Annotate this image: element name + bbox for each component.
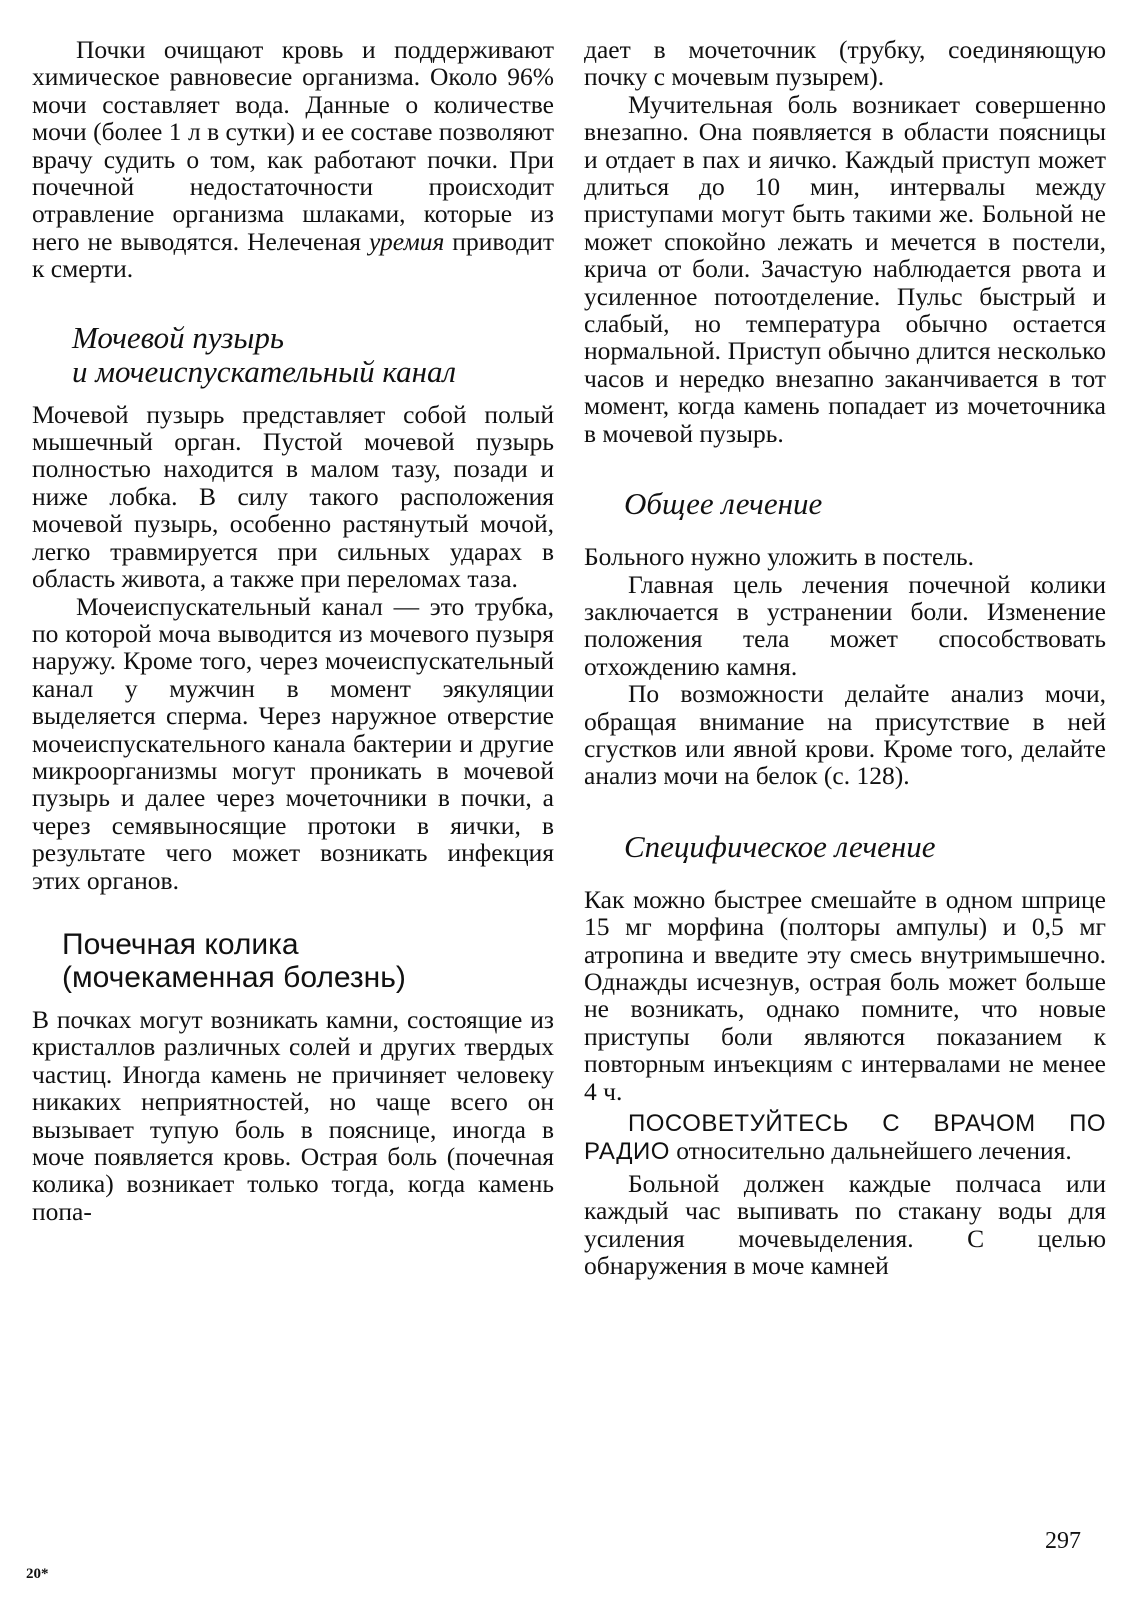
left-column <box>32 36 554 1225</box>
radio-consult-text: относительно дальнейшего лечения. <box>669 1136 1072 1166</box>
treatment-goal-paragraph: Главная цель лечения почечной колики заключается в устранении боли. Изменение положения тела может способствовать отхождению камня. <box>584 569 1106 681</box>
radio-consult-caps: ПОСОВЕТУЙТЕСЬ С ВРАЧОМ ПО РАДИО <box>584 1110 1106 1166</box>
bladder-heading-line2: и мочеиспускательный канал <box>72 353 457 389</box>
kidneys-text: Почки очищают кровь и поддерживают химическое равновесие организма. Около 96% мочи составляет вода. Данные о количестве мочи (более 1 л в сутки) и ее составе позволяют врачу судить о том, как работают почки. При почечной недостаточности происходит отравление организма шлаками, которые из него не выводятся. Нелеченая <box>32 35 554 256</box>
kidneys-paragraph <box>32 36 554 283</box>
printer-signature: 20* <box>26 1566 49 1582</box>
pain-paragraph: Мучительная боль возникает совершенно внезапно. Она появляется в области поясницы и отдает в пах и яичко. Каждый приступ может длиться до 10 мин, интервалы между приступами могут быть такими же. Больной не может спокойно лежать и мечется в постели, крича от боли. Зачастую наблюдается рвота и усиленное потоотделение. Пульс быстрый и слабый, но температура обычно остается нормальной. Приступ обычно длится несколько часов и нередко внезапно заканчивается в тот момент, когда камень попадает из мочеточника в мочевой пузырь. <box>584 89 1106 448</box>
specific-treatment-heading: Специфическое лечение <box>624 828 936 864</box>
ureter-paragraph: дает в мочеточник (трубку, соединяющую почку с мочевым пузырем). <box>584 35 1106 92</box>
uremia-term: уремия <box>369 226 445 256</box>
colic-heading-line2: (мочекаменная болезнь) <box>62 960 406 994</box>
colic-heading-line1: Почечная колика <box>62 927 299 961</box>
general-treatment-heading: Общее лечение <box>624 486 823 522</box>
bed-paragraph: Больного нужно уложить в постель. <box>584 542 975 572</box>
bladder-paragraph: Мочевой пузырь представляет собой полый мышечный орган. Пустой мочевой пузырь полностью находится в малом тазу, позади и ниже лобка. В силу такого расположения мочевой пузырь, особенно растянутый мочой, легко травмируется при сильных ударах в область живота, а также при переломах таза. <box>32 399 554 594</box>
kidneys-text-end: приводит к смерти. <box>32 226 554 284</box>
urethra-paragraph: Мочеиспускательный канал — это трубка, по которой моча выводится из мочевого пузыря наружу. Кроме того, через мочеиспускательный канал у мужчин в момент эякуляции выделяется сперма. Через наружное отверстие мочеиспускательного канала бактерии и другие микроорганизмы могут проникать в мочевой пузырь и далее через мочеточники в почки, а через семявыносящие протоки в яички, в результате чего может возникать инфекция этих органов. <box>32 591 554 895</box>
page-number: 297 <box>1045 1528 1081 1554</box>
radio-consult-paragraph <box>584 1109 1106 1166</box>
bladder-heading <box>32 321 554 389</box>
stones-paragraph: В почках могут возникать камни, состоящие из кристаллов различных солей и других твердых частиц. Иногда камень не причиняет человеку никаких неприятностей, но чаще всего он вызывает тупую боль в пояснице, иногда в моче появляется кровь. Острая боль (почечная колика) возникает только тогда, когда камень попа- <box>32 1004 554 1226</box>
colic-heading <box>32 928 554 994</box>
water-paragraph: Больной должен каждые полчаса или каждый час выпивать по стакану воды для усиления мочевыделения. С целью обнаружения в моче камней <box>584 1168 1106 1281</box>
bladder-heading-line1: Мочевой пузырь <box>72 319 284 355</box>
urine-analysis-paragraph: По возможности делайте анализ мочи, обращая внимание на присутствие в ней сгустков или явной крови. Кроме того, делайте анализ мочи на белок (с. 128). <box>584 679 1106 791</box>
right-column <box>584 36 1106 1279</box>
injection-paragraph: Как можно быстрее смешайте в одном шприце 15 мг морфина (полторы ампулы) и 0,5 мг атропина и введите эту смесь внутримышечно. Однажды исчезнув, острая боль может больше не возникать, однако помните, что новые приступы боли являются показанием к повторным инъекциям с интервалами не менее 4 ч. <box>584 884 1106 1106</box>
